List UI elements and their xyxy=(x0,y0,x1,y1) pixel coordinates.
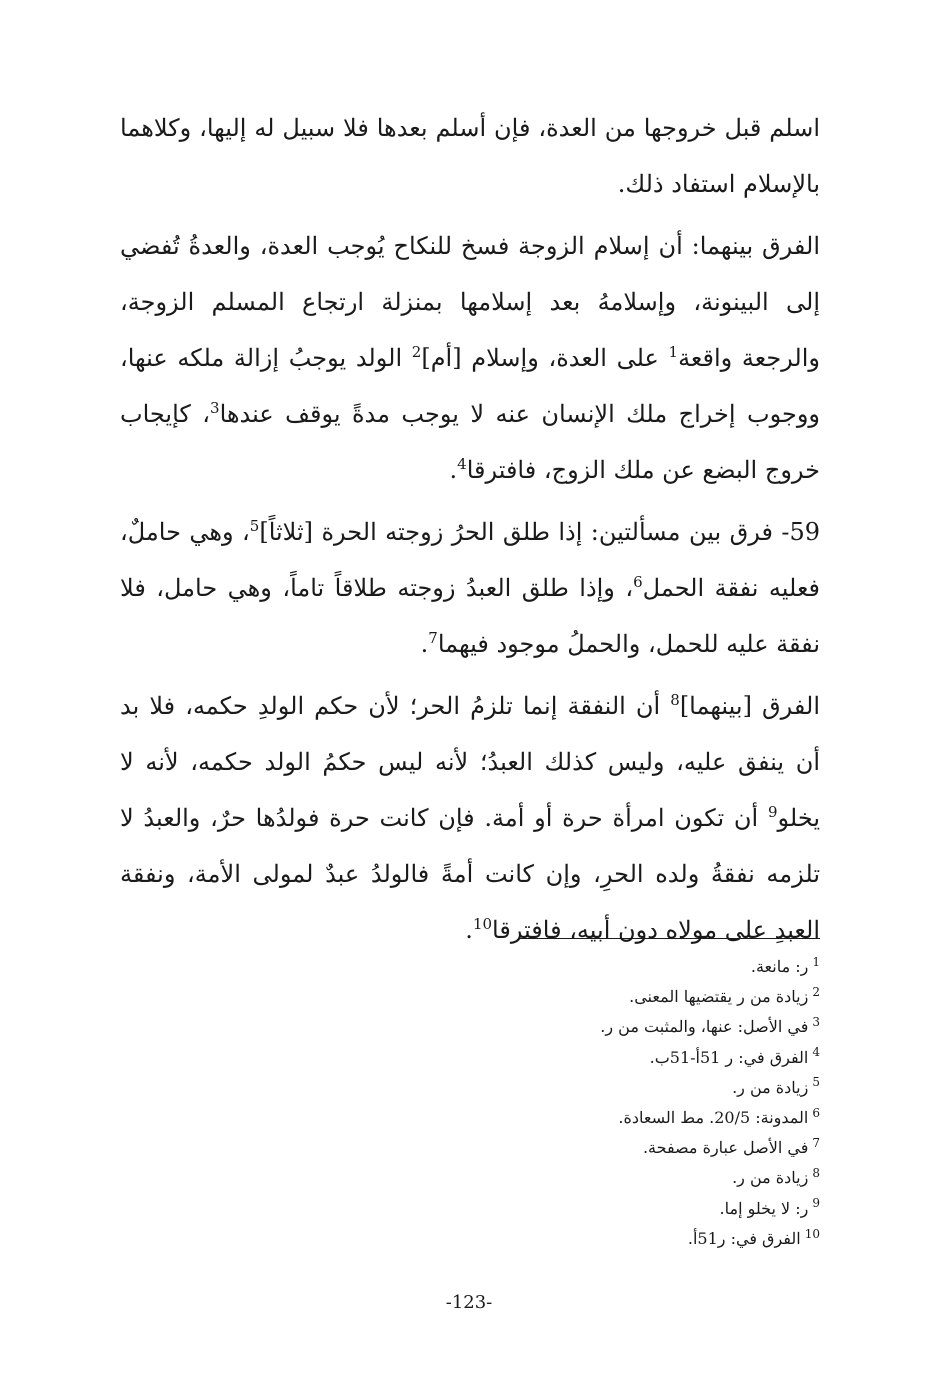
footnote-number: 1 xyxy=(812,954,820,969)
footnote-text: الفرق في: ر51أ. xyxy=(687,1228,801,1248)
footnote-item xyxy=(260,952,820,982)
footnote-item xyxy=(260,1224,820,1254)
paragraph-text: . xyxy=(465,916,473,944)
footnote-text: في الأصل عبارة مصفحة. xyxy=(642,1138,809,1158)
footnote-reference: 10 xyxy=(472,915,493,933)
paragraph-text: . xyxy=(449,456,458,484)
footnote-text: زيادة من ر. xyxy=(732,1077,809,1097)
footnote-number: 2 xyxy=(812,984,820,999)
footnote-number: 8 xyxy=(812,1166,820,1181)
footnote-reference: 1 xyxy=(668,343,679,361)
footnote-item xyxy=(260,1163,820,1193)
footnote-reference: 6 xyxy=(633,573,643,591)
paragraph-text: أن النفقة إنما تلزمُ الحر؛ لأن حكم الولدِ حكمه، فلا بد أن ينفق عليه، وليس كذلك العبدُ؛ لأنه ليس حكمُ الولد حكمه، لأنه لا يخلو xyxy=(120,692,820,832)
footnote-text: في الأصل: عنها، والمثبت من ر. xyxy=(600,1017,809,1037)
paragraph-text: ، وإذا طلق العبدُ زوجته طلاقاً تاماً، وهي حامل، فلا نفقة عليه للحمل، والحملُ موجود فيهما xyxy=(120,574,820,658)
footnote-item xyxy=(260,982,820,1012)
footnote-number: 5 xyxy=(812,1075,820,1090)
footnote-item xyxy=(260,1043,820,1073)
page-number: -123- xyxy=(445,1292,493,1313)
footnote-item xyxy=(260,1012,820,1042)
footnote-number: 6 xyxy=(812,1105,820,1120)
main-text xyxy=(120,100,820,958)
footnote-item xyxy=(260,1103,820,1133)
paragraph-text: أن تكون امرأة حرة أو أمة. فإن كانت حرة فولدُها حرٌ، والعبدُ لا تلزمه نفقةُ ولده الحرِ، وإن كانت أمةً فالولدُ عبدٌ لمولى الأمة، ونفقة العبدِ على مولاه دون أبيه، فافترقا xyxy=(120,804,820,944)
footnote-reference: 4 xyxy=(457,455,467,473)
footnotes-list xyxy=(260,952,820,1254)
paragraph-text: الولد يوجبُ إزالة ملكه عنها، ووجوب إخراج ملك الإنسان عنه لا يوجب مدةً يوقف عندها xyxy=(120,344,820,428)
footnote-number: 3 xyxy=(812,1015,820,1030)
paragraph-text: ، كإيجاب خروج البضع عن ملك الزوج، فافترقا xyxy=(120,400,820,484)
paragraph xyxy=(120,100,820,212)
footnote-item xyxy=(260,1073,820,1103)
footnote-number: 4 xyxy=(812,1045,820,1060)
footnote-reference: 9 xyxy=(767,803,778,821)
footnote-text: زيادة من ر. xyxy=(732,1168,809,1188)
paragraph-text: 59- فرق بين مسألتين: إذا طلق الحرُ زوجته الحرة [ثلاثاً] xyxy=(259,518,820,546)
footnote-text: زيادة من ر يقتضيها المعنى. xyxy=(629,987,809,1007)
footnote-text: ر: لا يخلو إما. xyxy=(719,1198,809,1218)
paragraph-text: على العدة، وإسلام [أم] xyxy=(421,344,669,372)
paragraph-text: الفرق بينهما: أن إسلام الزوجة فسخ للنكاح يُوجب العدة، والعدةُ تُفضي إلى البينونة، وإسلامهُ بعد إسلامها بمنزلة ارتجاع المسلم الزوجة، والرجعة واقعة xyxy=(120,232,820,372)
footnote-text: ر: مانعة. xyxy=(750,957,809,976)
footnote-number: 7 xyxy=(812,1135,820,1150)
footnote-item xyxy=(260,1133,820,1163)
paragraph-text: الفرق [بينهما] xyxy=(679,692,820,720)
footnote-number: 9 xyxy=(812,1196,820,1211)
footnote-reference: 3 xyxy=(210,399,220,417)
footnote-reference: 2 xyxy=(411,343,422,361)
footnote-item xyxy=(260,1194,820,1224)
paragraph xyxy=(120,218,820,498)
paragraph xyxy=(120,678,820,958)
footnote-reference: 5 xyxy=(249,517,260,535)
footnote-reference: 7 xyxy=(428,629,438,647)
paragraph xyxy=(120,504,820,672)
footnote-number: 10 xyxy=(804,1226,820,1241)
footnote-reference: 8 xyxy=(670,691,680,709)
paragraph-text: اسلم قبل خروجها من العدة، فإن أسلم بعدها فلا سبيل له إليها، وكلاهما بالإسلام استفاد ذلك. xyxy=(120,114,820,198)
paragraph-text: . xyxy=(420,630,429,658)
paragraph-text: ، وهي حاملٌ، فعليه نفقة الحمل xyxy=(120,518,821,602)
footnote-text: المدونة: 20/5. مط السعادة. xyxy=(618,1108,809,1128)
footnote-separator xyxy=(518,938,820,939)
footnote-text: الفرق في: ر 51أ-51ب. xyxy=(649,1047,809,1067)
